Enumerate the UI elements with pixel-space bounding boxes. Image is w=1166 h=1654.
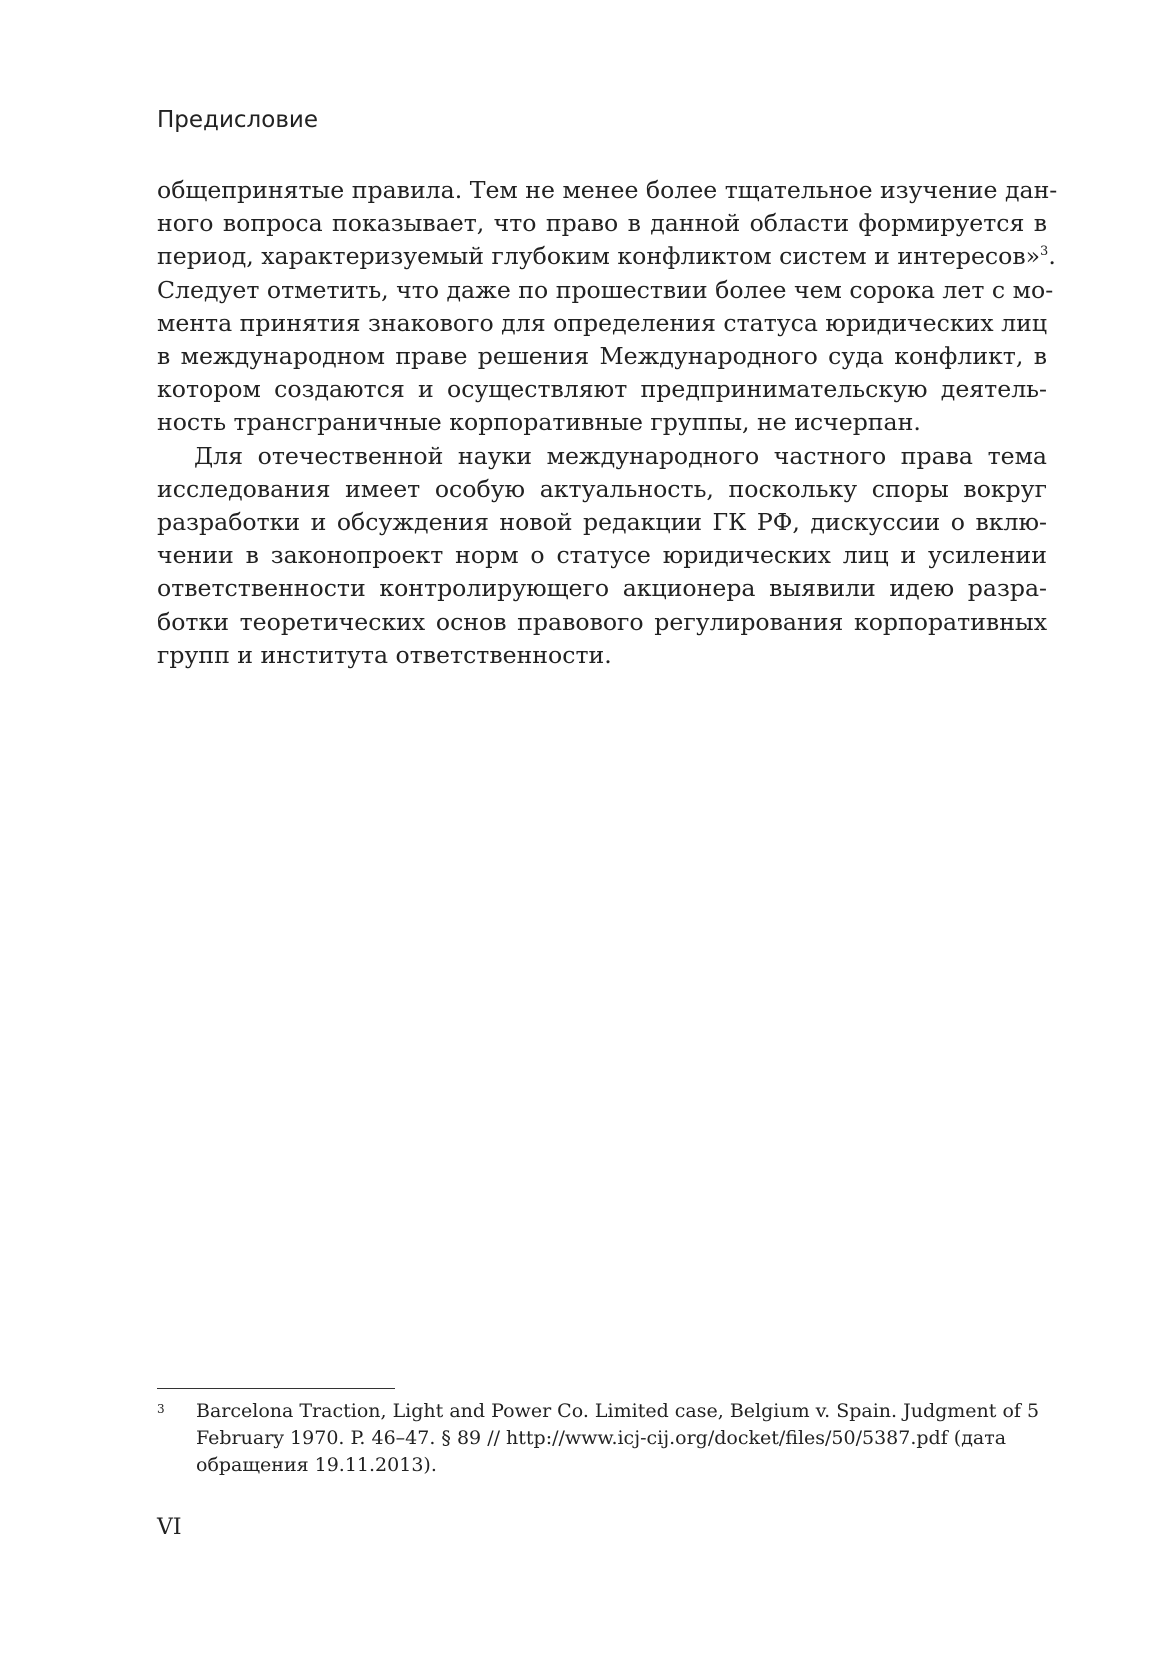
text-line: Следует отметить, что даже по прошествии более чем сорока лет с мо- [157, 275, 1054, 304]
text-line: ботки теоретических основ правового регулирования корпоративных [157, 607, 1047, 636]
paragraph-2 [157, 440, 1047, 672]
page-number: VI [157, 1515, 182, 1540]
running-head: Предисловие [157, 107, 318, 133]
footnote-text: Barcelona Traction, Light and Power Co. Limited case, Belgium v. Spain. Judgment of 5 February 1970. P. 46–47. § 89 // http://www.icj-cij.org/docket/files/50/5387.pdf (дата обращения 19.11.2013). [196, 1400, 1040, 1476]
text-line: исследования имеет особую актуальность, поскольку споры вокруг [157, 474, 1047, 503]
text-line: разработки и обсуждения новой редакции ГК РФ, дискуссии о вклю- [157, 508, 1047, 537]
text-line: групп и института ответственности. [157, 640, 612, 669]
footnote-divider [157, 1388, 395, 1389]
text-line: в международном праве решения Международного суда конфликт, в [157, 342, 1047, 371]
text-line: котором создаются и осуществляют предпринимательскую деятель- [157, 375, 1047, 404]
text-line: ного вопроса показывает, что право в данной области формируется в [157, 209, 1047, 238]
text-line: период, характеризуемый глубоким конфликтом систем и интересов» [157, 242, 1041, 271]
text-line: Для отечественной науки международного частного права тема [194, 441, 1047, 470]
text-line-with-ref: период, характеризуемый глубоким конфликтом систем и интересов»$^3$. [157, 242, 1056, 271]
text-line: ответственности контролирующего акционера выявили идею разра- [157, 574, 1047, 603]
paragraph-1 [157, 174, 1058, 440]
text-line: ность трансграничные корпоративные группы, не исчерпан. [157, 408, 921, 437]
footnote-reference[interactable]: 3 [1040, 244, 1049, 260]
text-line: мента принятия знакового для определения статуса юридических лиц [157, 308, 1047, 337]
footnote [157, 1398, 1047, 1479]
text-line: общепринятые правила. Тем не менее более тщательное изучение дан- [157, 176, 1058, 204]
main-text [157, 174, 1058, 672]
footnote-number: 3 [157, 1402, 165, 1416]
text-line: чении в законопроект норм о статусе юридических лиц и усилении [157, 541, 1047, 570]
